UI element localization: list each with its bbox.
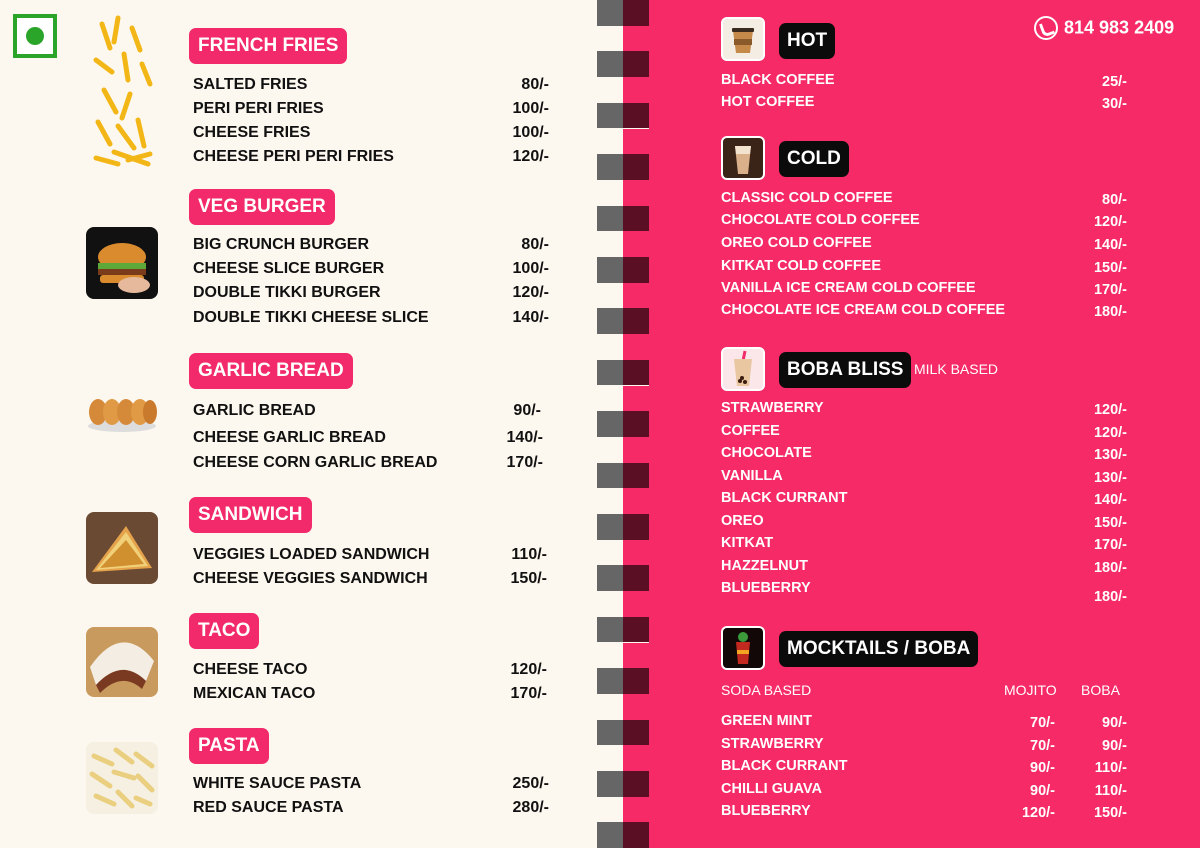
category-boba-bliss: BOBA BLISS: [779, 352, 911, 388]
item-name: CHEESE FRIES: [193, 124, 311, 141]
item-price: 170/-: [1093, 282, 1127, 298]
item-name: DOUBLE TIKKI CHEESE SLICE: [193, 309, 429, 326]
item-name: CHOCOLATE COLD COFFEE: [721, 212, 920, 228]
category-mocktails-boba: MOCKTAILS / BOBA: [779, 631, 978, 667]
checker-square: [623, 386, 649, 412]
checker-square: [597, 540, 623, 566]
menu-item: [193, 284, 549, 306]
item-name: GARLIC BREAD: [193, 402, 316, 419]
item-name: OREO COLD COFFEE: [721, 235, 872, 251]
menu-item: [721, 803, 1127, 823]
checker-square: [597, 463, 623, 489]
menu-item: [721, 280, 1127, 300]
item-name: BLACK COFFEE: [721, 72, 835, 88]
checker-square: [623, 129, 649, 155]
item-name: CHOCOLATE ICE CREAM COLD COFFEE: [721, 302, 1006, 318]
item-price: 150/-: [510, 570, 547, 587]
checker-square: [623, 283, 649, 309]
menu-item: [193, 402, 549, 424]
menu-item: [193, 799, 549, 821]
item-price: 140/-: [1093, 492, 1127, 508]
item-name: CHILLI GUAVA: [721, 781, 822, 797]
menu-item: [721, 190, 1127, 210]
boba-tea-icon: [721, 347, 765, 391]
checker-square: [597, 437, 623, 463]
menu-item: [721, 535, 1127, 555]
menu-item: [721, 258, 1127, 278]
menu-item: [721, 302, 1127, 322]
item-name: RED SAUCE PASTA: [193, 799, 344, 816]
category-garlic-bread: GARLIC BREAD: [189, 353, 353, 389]
checker-square: [597, 51, 623, 77]
checker-square: [597, 514, 623, 540]
item-name: MEXICAN TACO: [193, 685, 316, 702]
item-name: BLACK CURRANT: [721, 490, 848, 506]
item-name: HAZZELNUT: [721, 558, 808, 574]
item-price: 180/-: [1093, 589, 1127, 605]
menu-item: [193, 454, 549, 476]
checker-square: [597, 720, 623, 746]
boba-price: 150/-: [1093, 805, 1127, 821]
category-veg-burger: VEG BURGER: [189, 189, 335, 225]
checker-square: [597, 745, 623, 771]
item-name: VANILLA: [721, 468, 783, 484]
item-price: 30/-: [1102, 96, 1127, 112]
checker-square: [623, 643, 649, 669]
item-price: 140/-: [512, 309, 549, 326]
item-price: 120/-: [1093, 214, 1127, 230]
checker-square: [623, 26, 649, 52]
menu-item: [721, 758, 1127, 778]
item-price: 170/-: [506, 454, 543, 471]
cold-coffee-glass-icon: [721, 136, 765, 180]
item-name: OREO: [721, 513, 764, 529]
checker-square: [597, 771, 623, 797]
menu-item: [721, 713, 1127, 733]
item-price: 100/-: [512, 100, 549, 117]
checker-square: [597, 668, 623, 694]
menu-item: [721, 781, 1127, 801]
checker-square: [623, 51, 649, 77]
item-price: 120/-: [512, 148, 549, 165]
menu-item: [193, 76, 549, 98]
item-name: WHITE SAUCE PASTA: [193, 775, 362, 792]
checker-square: [623, 103, 649, 129]
item-price: 130/-: [1093, 470, 1127, 486]
checker-square: [623, 565, 649, 591]
fries-icon: [88, 14, 158, 170]
mojito-column-header: MOJITO: [1004, 682, 1057, 698]
menu-item: [193, 236, 549, 258]
whatsapp-phone-icon: [1034, 16, 1058, 40]
item-price: 100/-: [512, 260, 549, 277]
menu-item: [721, 72, 1127, 92]
checker-square: [623, 514, 649, 540]
checker-square: [623, 411, 649, 437]
sandwich-icon: [86, 512, 158, 584]
checker-square: [623, 668, 649, 694]
checker-square: [597, 591, 623, 617]
checker-square: [597, 180, 623, 206]
garlic-bread-icon: [86, 384, 158, 434]
burger-icon: [86, 227, 158, 299]
item-name: BLUEBERRY: [721, 803, 811, 819]
boba-price: 90/-: [1102, 738, 1127, 754]
item-price: 120/-: [1093, 402, 1127, 418]
mocktail-glass-icon: [721, 626, 765, 670]
item-name: HOT COFFEE: [721, 94, 815, 110]
checker-square: [623, 540, 649, 566]
category-hot: HOT: [779, 23, 835, 59]
checker-square: [597, 0, 623, 26]
checker-square: [623, 231, 649, 257]
item-price: 80/-: [521, 76, 549, 93]
checker-square: [597, 822, 623, 848]
item-price: 120/-: [510, 661, 547, 678]
menu-item: [193, 546, 549, 568]
hot-coffee-cup-icon: [721, 17, 765, 61]
item-price: 180/-: [1093, 304, 1127, 320]
checker-square: [623, 591, 649, 617]
checker-square: [623, 822, 649, 848]
checker-square: [597, 103, 623, 129]
menu-item: [721, 94, 1127, 114]
item-name: PERI PERI FRIES: [193, 100, 324, 117]
checker-square: [623, 488, 649, 514]
menu-item: [193, 570, 549, 592]
item-price: 170/-: [510, 685, 547, 702]
item-price: 140/-: [1093, 237, 1127, 253]
mojito-price: 90/-: [1030, 760, 1055, 776]
item-name: VANILLA ICE CREAM COLD COFFEE: [721, 280, 976, 296]
menu-item: [193, 661, 549, 683]
menu-item: [721, 736, 1127, 756]
item-price: 80/-: [521, 236, 549, 253]
checker-square: [623, 180, 649, 206]
checker-square: [623, 206, 649, 232]
item-price: 130/-: [1093, 447, 1127, 463]
menu-item: [193, 429, 549, 451]
item-name: CHEESE PERI PERI FRIES: [193, 148, 394, 165]
item-name: KITKAT: [721, 535, 774, 551]
phone-number: 814 983 2409: [1034, 16, 1174, 40]
item-name: VEGGIES LOADED SANDWICH: [193, 546, 430, 563]
checker-square: [597, 565, 623, 591]
checker-square: [597, 154, 623, 180]
item-name: BLUEBERRY: [721, 580, 811, 596]
item-price: 120/-: [512, 284, 549, 301]
checker-square: [623, 797, 649, 823]
checker-square: [597, 334, 623, 360]
checker-square: [597, 797, 623, 823]
checker-square: [597, 308, 623, 334]
checker-square: [597, 231, 623, 257]
taco-icon: [86, 627, 158, 697]
checker-divider: [597, 0, 649, 848]
mojito-price: 120/-: [1021, 805, 1055, 821]
item-price: 80/-: [1102, 192, 1127, 208]
boba-price: 110/-: [1094, 760, 1127, 776]
item-name: DOUBLE TIKKI BURGER: [193, 284, 381, 301]
item-name: CHEESE VEGGIES SANDWICH: [193, 570, 428, 587]
checker-square: [623, 745, 649, 771]
checker-square: [597, 129, 623, 155]
checker-square: [597, 488, 623, 514]
item-price: 180/-: [1093, 560, 1127, 576]
checker-square: [597, 617, 623, 643]
item-name: CHEESE GARLIC BREAD: [193, 429, 386, 446]
item-price: 110/-: [511, 546, 547, 563]
beverage-menu-panel: [649, 0, 1200, 848]
menu-item: [193, 309, 549, 331]
menu-item: [193, 100, 549, 122]
soda-based-label: SODA BASED: [721, 682, 812, 698]
menu-item: [721, 513, 1127, 533]
veg-symbol-icon: [13, 14, 57, 58]
item-name: CHEESE SLICE BURGER: [193, 260, 385, 277]
menu-item: [193, 775, 549, 797]
menu-item: [721, 558, 1127, 578]
checker-square: [623, 308, 649, 334]
item-name: CHEESE TACO: [193, 661, 308, 678]
item-name: BIG CRUNCH BURGER: [193, 236, 369, 253]
menu-item: [721, 445, 1127, 465]
checker-square: [623, 334, 649, 360]
item-name: STRAWBERRY: [721, 736, 824, 752]
boba-price: 110/-: [1094, 783, 1127, 799]
menu-item: [193, 124, 549, 146]
item-price: 170/-: [1093, 537, 1127, 553]
item-price: 140/-: [506, 429, 543, 446]
checker-square: [623, 154, 649, 180]
mojito-price: 70/-: [1030, 715, 1055, 731]
checker-square: [597, 283, 623, 309]
checker-square: [623, 360, 649, 386]
checker-square: [623, 617, 649, 643]
category-cold: COLD: [779, 141, 849, 177]
category-sandwich: SANDWICH: [189, 497, 312, 533]
category-pasta: PASTA: [189, 728, 269, 764]
category-taco: TACO: [189, 613, 259, 649]
menu-item: [721, 235, 1127, 255]
checker-square: [623, 463, 649, 489]
item-name: SALTED FRIES: [193, 76, 308, 93]
mojito-price: 70/-: [1030, 738, 1055, 754]
boba-price: 90/-: [1102, 715, 1127, 731]
item-price: 150/-: [1093, 515, 1127, 531]
boba-column-header: BOBA: [1081, 682, 1120, 698]
boba-subtitle: MILK BASED: [914, 361, 999, 377]
item-name: KITKAT COLD COFFEE: [721, 258, 882, 274]
mojito-price: 90/-: [1030, 783, 1055, 799]
item-price: 250/-: [512, 775, 549, 792]
item-price: 25/-: [1102, 74, 1127, 90]
item-name: COFFEE: [721, 423, 780, 439]
checker-square: [623, 720, 649, 746]
menu-item: [721, 490, 1127, 510]
checker-square: [623, 0, 649, 26]
menu-item: [193, 685, 549, 707]
checker-square: [597, 206, 623, 232]
menu-item: [721, 580, 1127, 605]
checker-square: [623, 257, 649, 283]
item-price: 100/-: [512, 124, 549, 141]
checker-square: [597, 360, 623, 386]
checker-square: [597, 643, 623, 669]
item-name: CHOCOLATE: [721, 445, 812, 461]
category-french-fries: FRENCH FRIES: [189, 28, 347, 64]
menu-item: [721, 423, 1127, 443]
pasta-icon: [86, 742, 158, 814]
item-name: CHEESE CORN GARLIC BREAD: [193, 454, 438, 471]
menu-item: [721, 468, 1127, 488]
checker-square: [597, 257, 623, 283]
item-price: 150/-: [1093, 260, 1127, 276]
item-name: GREEN MINT: [721, 713, 813, 729]
checker-square: [623, 771, 649, 797]
item-name: STRAWBERRY: [721, 400, 824, 416]
checker-square: [597, 26, 623, 52]
menu-item: [193, 148, 549, 170]
item-name: BLACK CURRANT: [721, 758, 848, 774]
item-name: CLASSIC COLD COFFEE: [721, 190, 893, 206]
checker-square: [623, 694, 649, 720]
menu-item: [721, 400, 1127, 420]
menu-item: [721, 212, 1127, 232]
checker-square: [597, 77, 623, 103]
checker-square: [623, 77, 649, 103]
checker-square: [623, 437, 649, 463]
checker-square: [597, 694, 623, 720]
checker-square: [597, 386, 623, 412]
menu-item: [193, 260, 549, 282]
checker-square: [597, 411, 623, 437]
item-price: 120/-: [1093, 425, 1127, 441]
item-price: 90/-: [513, 402, 541, 419]
item-price: 280/-: [512, 799, 549, 816]
